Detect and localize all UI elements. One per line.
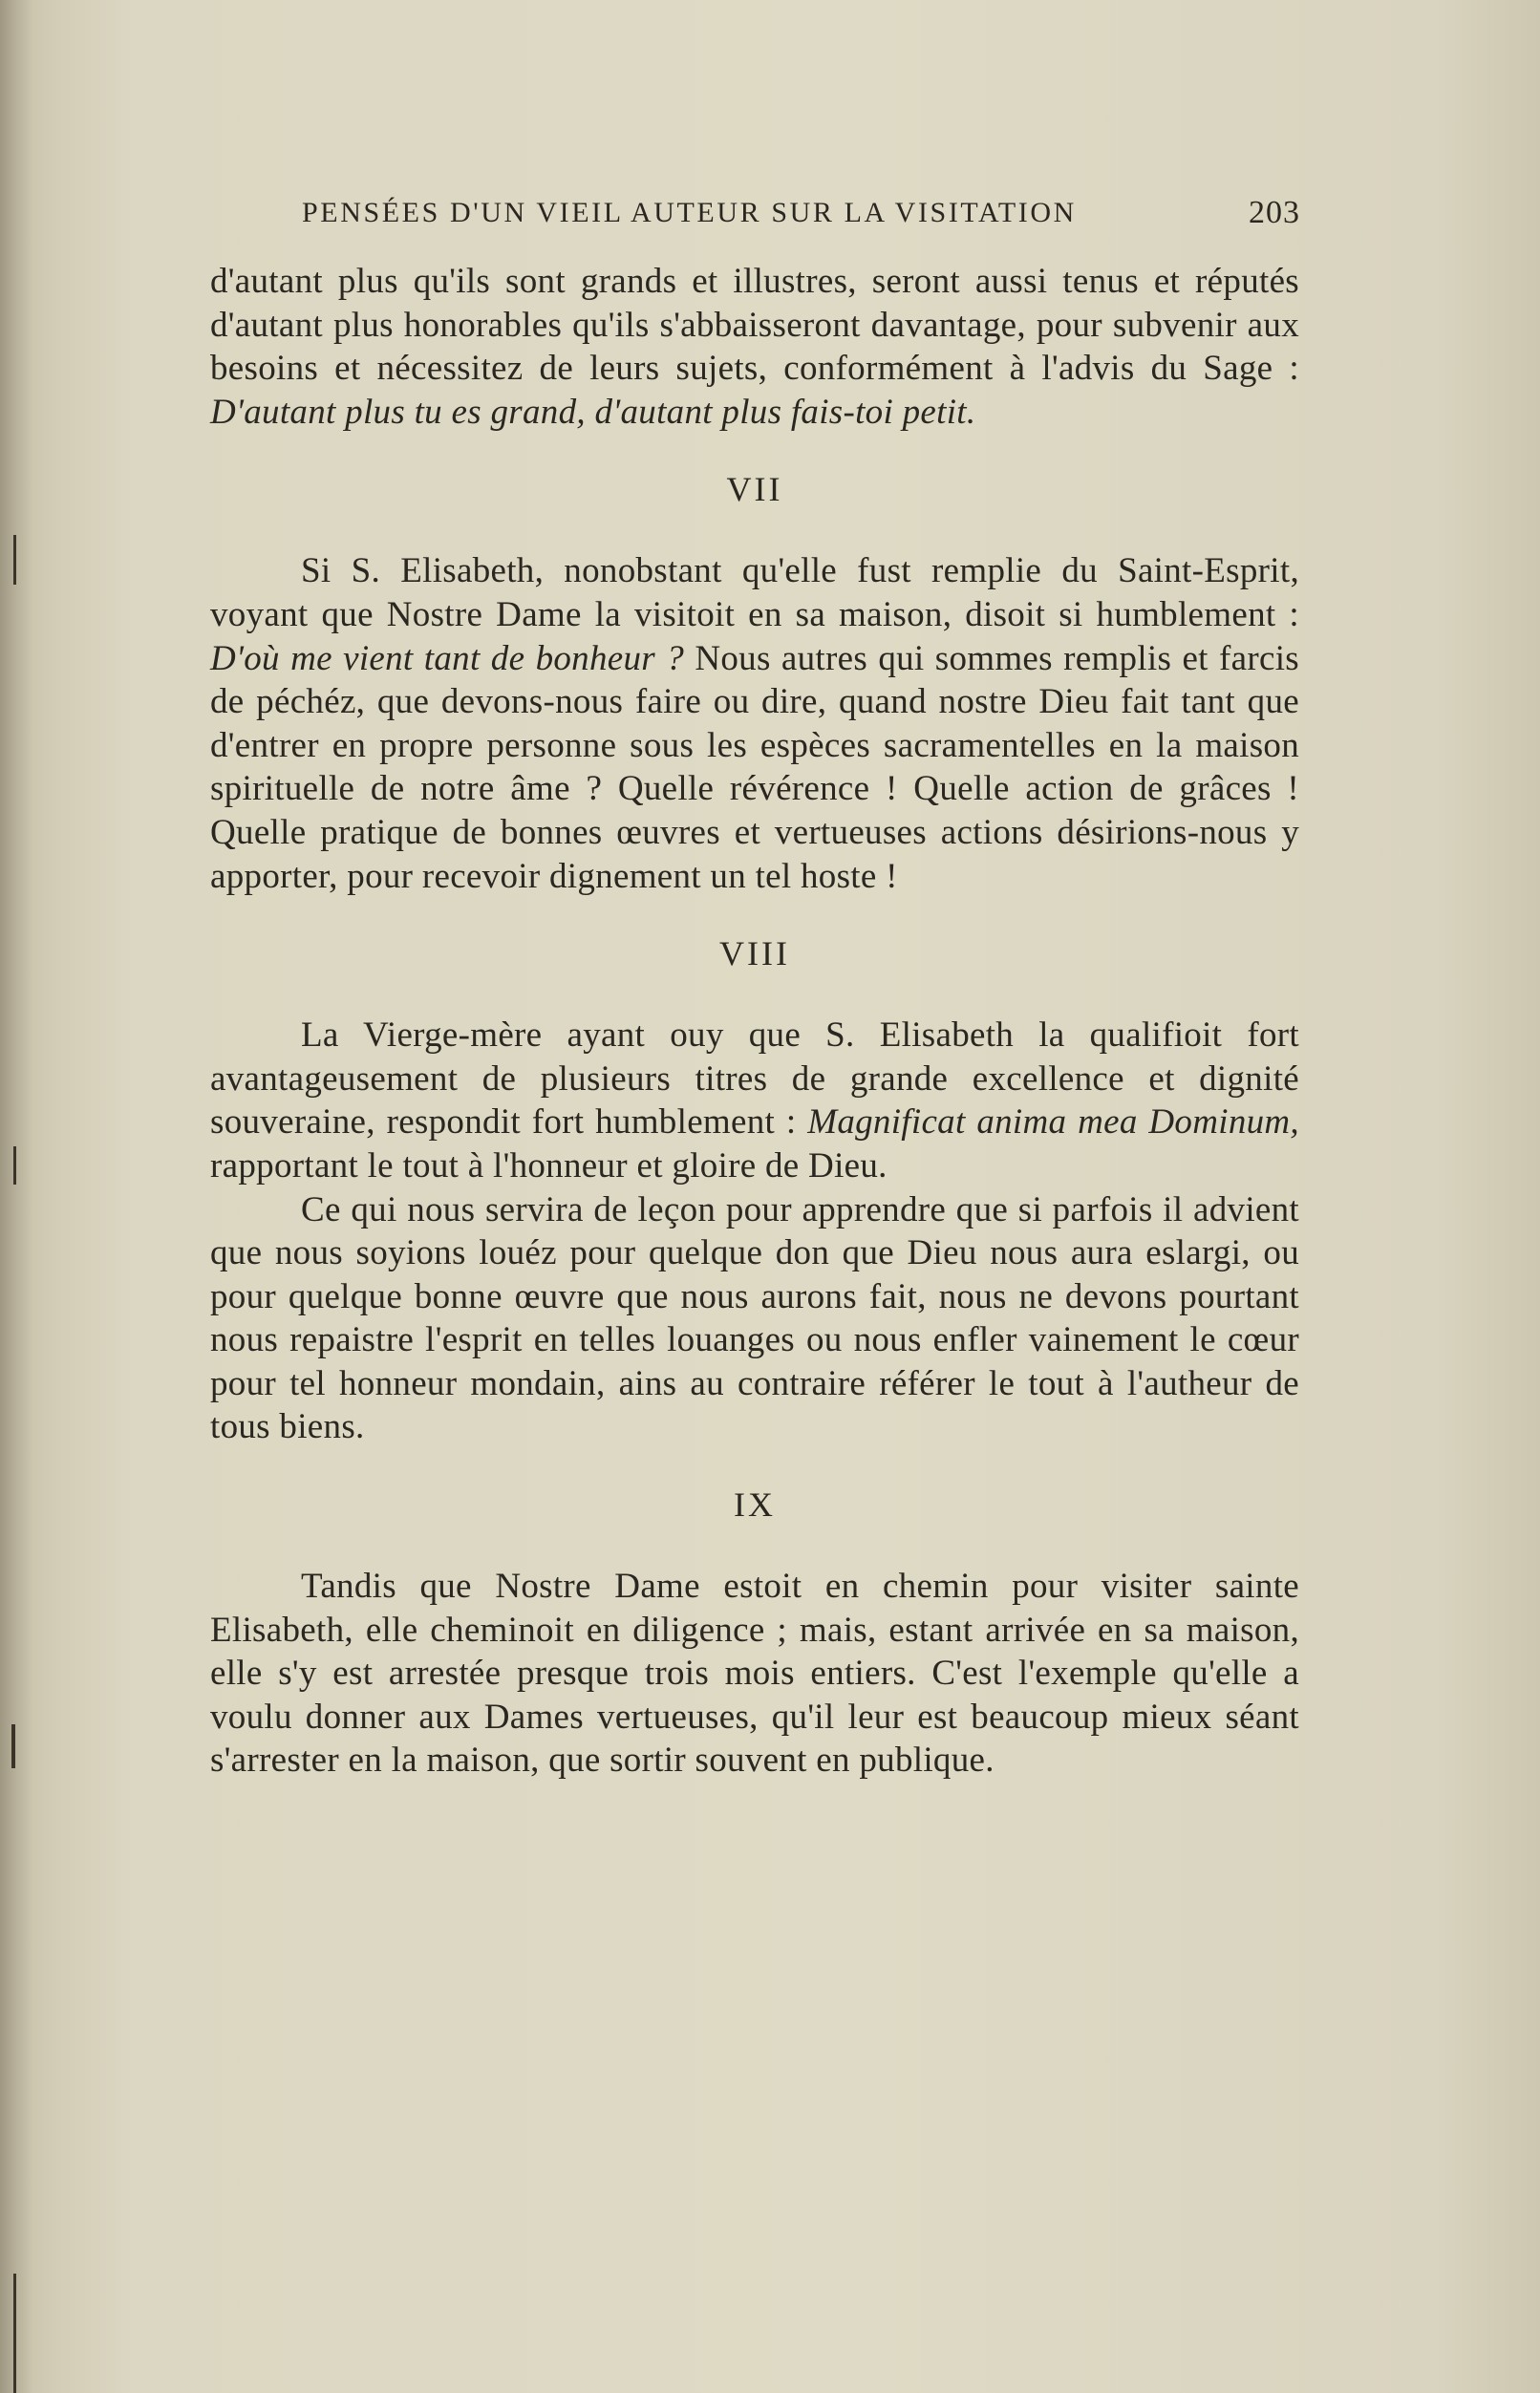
paragraph-text: Si S. Elisabeth, nonobstant qu'elle fust remplie du Saint-Esprit, voyant que Nostre Dame la visitoit en sa maison, disoit si humblement : bbox=[210, 551, 1299, 634]
paragraph-text: Ce qui nous servira de leçon pour apprendre que si parfois il advient que nous soyions louéz pour quelque don que Dieu nous aura eslargi, ou pour quelque bonne œuvre que nous aurons fait, nous ne devons pourtant nous repaistre l'esprit en telles louanges ou nous enfler vainement le cœur pour tel honneur mondain, ains au contraire référer le tout à l'autheur de tous biens. bbox=[210, 1189, 1299, 1447]
paragraph-vii bbox=[210, 549, 1299, 898]
paragraph-text: d'autant plus qu'ils sont grands et illustres, seront aussi tenus et réputés d'autant plus honorables qu'ils s'abbaisseront davantage, pour subvenir aux besoins et nécessitez de leurs sujets, conformément à l'advis du Sage : bbox=[210, 262, 1299, 389]
paragraph-ix bbox=[210, 1565, 1299, 1783]
paragraph-italic-quote: Magnificat anima mea Dominum, bbox=[807, 1102, 1299, 1143]
margin-mark bbox=[13, 535, 16, 585]
paragraph-italic-quote: D'autant plus tu es grand, d'autant plus fais-toi petit. bbox=[210, 392, 976, 432]
section-heading-vii: VII bbox=[726, 470, 783, 509]
running-head-title: PENSÉES D'UN VIEIL AUTEUR SUR LA VISITATION bbox=[302, 197, 1077, 228]
paragraph-text: La Vierge-mère ayant ouy que S. Elisabeth la qualifioit fort avantageusement de plusieurs titres de grande excellence et dignité souveraine, respondit fort humblement : bbox=[210, 1015, 1299, 1143]
paragraph-text: Tandis que Nostre Dame estoit en chemin pour visiter sainte Elisabeth, elle cheminoit en diligence ; mais, estant arrivée en sa maison, elle s'y est arrestée presque trois mois entiers. C'est l'exemple qu'elle a voulu donner aux Dames vertueuses, qu'il leur est beaucoup mieux séant s'arrester en la maison, que sortir souvent en publique. bbox=[210, 1567, 1299, 1781]
paragraph-viii-1 bbox=[210, 1014, 1299, 1187]
paragraph-italic-quote: D'où me vient tant de bonheur ? bbox=[210, 638, 685, 678]
margin-mark bbox=[11, 1724, 15, 1768]
body-text bbox=[210, 260, 1299, 1783]
paragraph-text: Nous autres qui sommes remplis et farcis de péchéz, que devons-nous faire ou dire, quand nostre Dieu fait tant que d'entrer en propre personne sous les espèces sacramentelles en la maison spirituelle de notre âme ? Quelle révérence ! Quelle action de grâces ! Quelle pratique de bonnes œuvres et vertueuses actions désirions-nous y apporter, pour recevoir dignement un tel hoste ! bbox=[210, 638, 1299, 896]
running-head bbox=[302, 197, 1300, 239]
paragraph-viii-2 bbox=[210, 1188, 1299, 1450]
binding-shadow bbox=[0, 0, 32, 2393]
margin-mark bbox=[13, 1146, 16, 1185]
page-number: 203 bbox=[1249, 195, 1300, 230]
paragraph-continued bbox=[210, 260, 1299, 434]
section-heading-ix: IX bbox=[734, 1485, 776, 1525]
paragraph-text: rapportant le tout à l'honneur et gloire de Dieu. bbox=[210, 1145, 888, 1186]
margin-mark bbox=[13, 2274, 16, 2393]
section-heading-viii: VIII bbox=[719, 934, 790, 973]
